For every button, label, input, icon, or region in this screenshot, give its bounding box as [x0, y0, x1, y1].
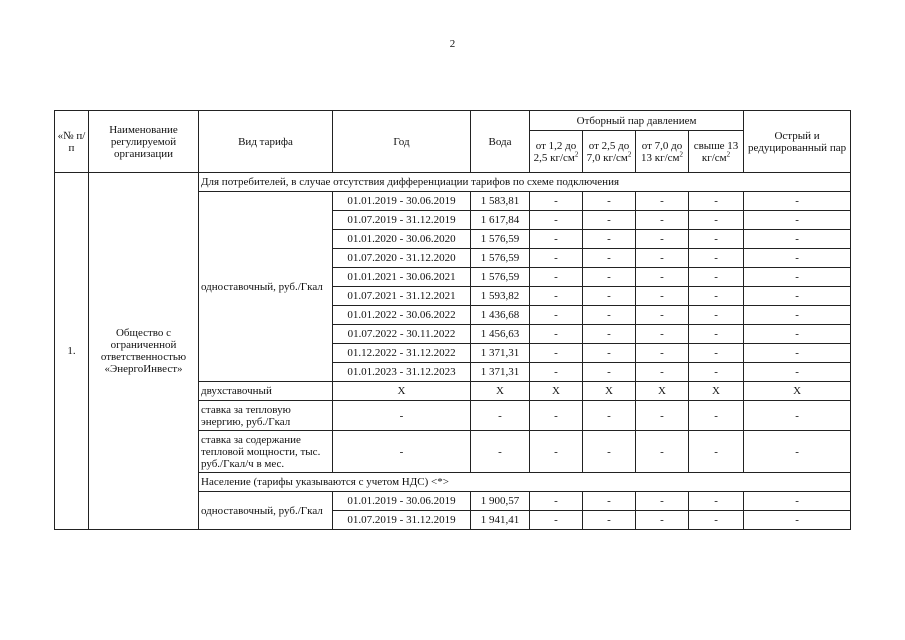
water-value: 1 576,59 [471, 230, 530, 249]
dash-cell: - [530, 211, 583, 230]
dash-cell: - [530, 492, 583, 511]
dash-cell: - [530, 431, 583, 473]
dash-cell: - [636, 363, 689, 382]
dash-cell: - [636, 325, 689, 344]
dash-cell: - [530, 344, 583, 363]
dash-cell: - [689, 363, 744, 382]
dash-cell: - [744, 492, 851, 511]
dash-cell: - [744, 401, 851, 431]
dash-cell: - [583, 492, 636, 511]
dash-cell: - [530, 511, 583, 530]
dash-cell: - [744, 249, 851, 268]
period-cell: 01.07.2019 - 31.12.2019 [333, 511, 471, 530]
period-cell: 01.07.2022 - 30.11.2022 [333, 325, 471, 344]
water-value: 1 617,84 [471, 211, 530, 230]
dash-cell: - [689, 431, 744, 473]
single-rate-label: одноставочный, руб./Гкал [199, 492, 333, 530]
header-num: «№ п/п [55, 111, 89, 173]
dash-cell: - [744, 325, 851, 344]
header-pressure-2: от 2,5 до 7,0 $кг/см^2$ [583, 131, 636, 173]
row-number: 1. [55, 173, 89, 530]
water-value: 1 371,31 [471, 363, 530, 382]
dash-cell: - [689, 249, 744, 268]
capacity-rate-label: ставка за содержание тепловой мощности, тыс. руб./Гкал/ч в мес. [199, 431, 333, 473]
dash-cell: - [530, 306, 583, 325]
dash-cell: - [689, 211, 744, 230]
dash-cell: - [333, 431, 471, 473]
period-cell: 01.07.2021 - 31.12.2021 [333, 287, 471, 306]
water-value: 1 900,57 [471, 492, 530, 511]
dash-cell: - [689, 230, 744, 249]
dash-cell: - [471, 401, 530, 431]
heat-rate-label: ставка за тепловую энергию, руб./Гкал [199, 401, 333, 431]
dash-cell: - [636, 401, 689, 431]
dash-cell: - [636, 230, 689, 249]
dash-cell: - [636, 268, 689, 287]
water-value: 1 583,81 [471, 192, 530, 211]
page-number: 2 [449, 38, 456, 50]
dash-cell: - [530, 249, 583, 268]
dash-cell: - [530, 401, 583, 431]
header-sharp-steam: Острый и редуцированный пар [744, 111, 851, 173]
dash-cell: - [744, 344, 851, 363]
dash-cell: - [636, 492, 689, 511]
dash-cell: - [583, 306, 636, 325]
water-value: 1 371,31 [471, 344, 530, 363]
dash-cell: - [583, 344, 636, 363]
period-cell: 01.01.2019 - 30.06.2019 [333, 492, 471, 511]
dash-cell: - [583, 268, 636, 287]
dash-cell: - [530, 287, 583, 306]
period-cell: 01.01.2021 - 30.06.2021 [333, 268, 471, 287]
dash-cell: - [636, 344, 689, 363]
dash-cell: - [636, 192, 689, 211]
water-value: 1 941,41 [471, 511, 530, 530]
header-pressure-4: свыше 13 $кг/см^2$ [689, 131, 744, 173]
dash-cell: - [744, 230, 851, 249]
dash-cell: - [636, 306, 689, 325]
dash-cell: - [744, 268, 851, 287]
x-cell: Х [744, 382, 851, 401]
dash-cell: - [689, 492, 744, 511]
period-cell: 01.01.2023 - 31.12.2023 [333, 363, 471, 382]
period-cell: 01.07.2019 - 31.12.2019 [333, 211, 471, 230]
tariff-table [54, 110, 851, 530]
dash-cell: - [689, 268, 744, 287]
dash-cell: - [583, 249, 636, 268]
header-pressure-3: от 7,0 до 13 $кг/см^2$ [636, 131, 689, 173]
dash-cell: - [744, 211, 851, 230]
dash-cell: - [689, 306, 744, 325]
dash-cell: - [689, 344, 744, 363]
period-cell: 01.01.2020 - 30.06.2020 [333, 230, 471, 249]
dash-cell: - [744, 306, 851, 325]
dash-cell: - [583, 431, 636, 473]
dash-cell: - [471, 431, 530, 473]
dash-cell: - [530, 192, 583, 211]
dash-cell: - [583, 363, 636, 382]
dash-cell: - [636, 431, 689, 473]
header-org: Наименование регулируемой организации [89, 111, 199, 173]
x-cell: Х [471, 382, 530, 401]
dash-cell: - [530, 325, 583, 344]
x-cell: Х [689, 382, 744, 401]
dash-cell: - [333, 401, 471, 431]
dash-cell: - [583, 192, 636, 211]
water-value: 1 593,82 [471, 287, 530, 306]
dash-cell: - [744, 192, 851, 211]
x-cell: Х [636, 382, 689, 401]
dash-cell: - [636, 249, 689, 268]
dash-cell: - [636, 211, 689, 230]
water-value: 1 436,68 [471, 306, 530, 325]
section-title: Население (тарифы указываются с учетом НДС) <*> [199, 473, 851, 492]
dash-cell: - [583, 211, 636, 230]
header-water: Вода [471, 111, 530, 173]
header-steam-group: Отборный пар давлением [530, 111, 744, 131]
dash-cell: - [744, 511, 851, 530]
header-pressure-1: от 1,2 до 2,5 $кг/см^2$ [530, 131, 583, 173]
period-cell: 01.01.2022 - 30.06.2022 [333, 306, 471, 325]
dash-cell: - [689, 287, 744, 306]
dash-cell: - [583, 511, 636, 530]
organization-name: Общество с ограниченной ответственностью «ЭнергоИнвест» [89, 173, 199, 530]
dash-cell: - [744, 287, 851, 306]
dash-cell: - [583, 401, 636, 431]
two-rate-label: двухставочный [199, 382, 333, 401]
dash-cell: - [530, 230, 583, 249]
dash-cell: - [689, 192, 744, 211]
x-cell: Х [333, 382, 471, 401]
dash-cell: - [583, 230, 636, 249]
period-cell: 01.01.2019 - 30.06.2019 [333, 192, 471, 211]
period-cell: 01.12.2022 - 31.12.2022 [333, 344, 471, 363]
x-cell: Х [530, 382, 583, 401]
section-title: Для потребителей, в случае отсутствия дифференциации тарифов по схеме подключения [199, 173, 851, 192]
dash-cell: - [689, 401, 744, 431]
dash-cell: - [636, 287, 689, 306]
water-value: 1 576,59 [471, 249, 530, 268]
dash-cell: - [583, 325, 636, 344]
dash-cell: - [530, 363, 583, 382]
dash-cell: - [636, 511, 689, 530]
water-value: 1 576,59 [471, 268, 530, 287]
dash-cell: - [689, 511, 744, 530]
dash-cell: - [689, 325, 744, 344]
dash-cell: - [530, 268, 583, 287]
x-cell: Х [583, 382, 636, 401]
single-rate-label: одноставочный, руб./Гкал [199, 192, 333, 382]
water-value: 1 456,63 [471, 325, 530, 344]
dash-cell: - [744, 363, 851, 382]
header-year: Год [333, 111, 471, 173]
dash-cell: - [744, 431, 851, 473]
period-cell: 01.07.2020 - 31.12.2020 [333, 249, 471, 268]
dash-cell: - [583, 287, 636, 306]
header-tariff-type: Вид тарифа [199, 111, 333, 173]
